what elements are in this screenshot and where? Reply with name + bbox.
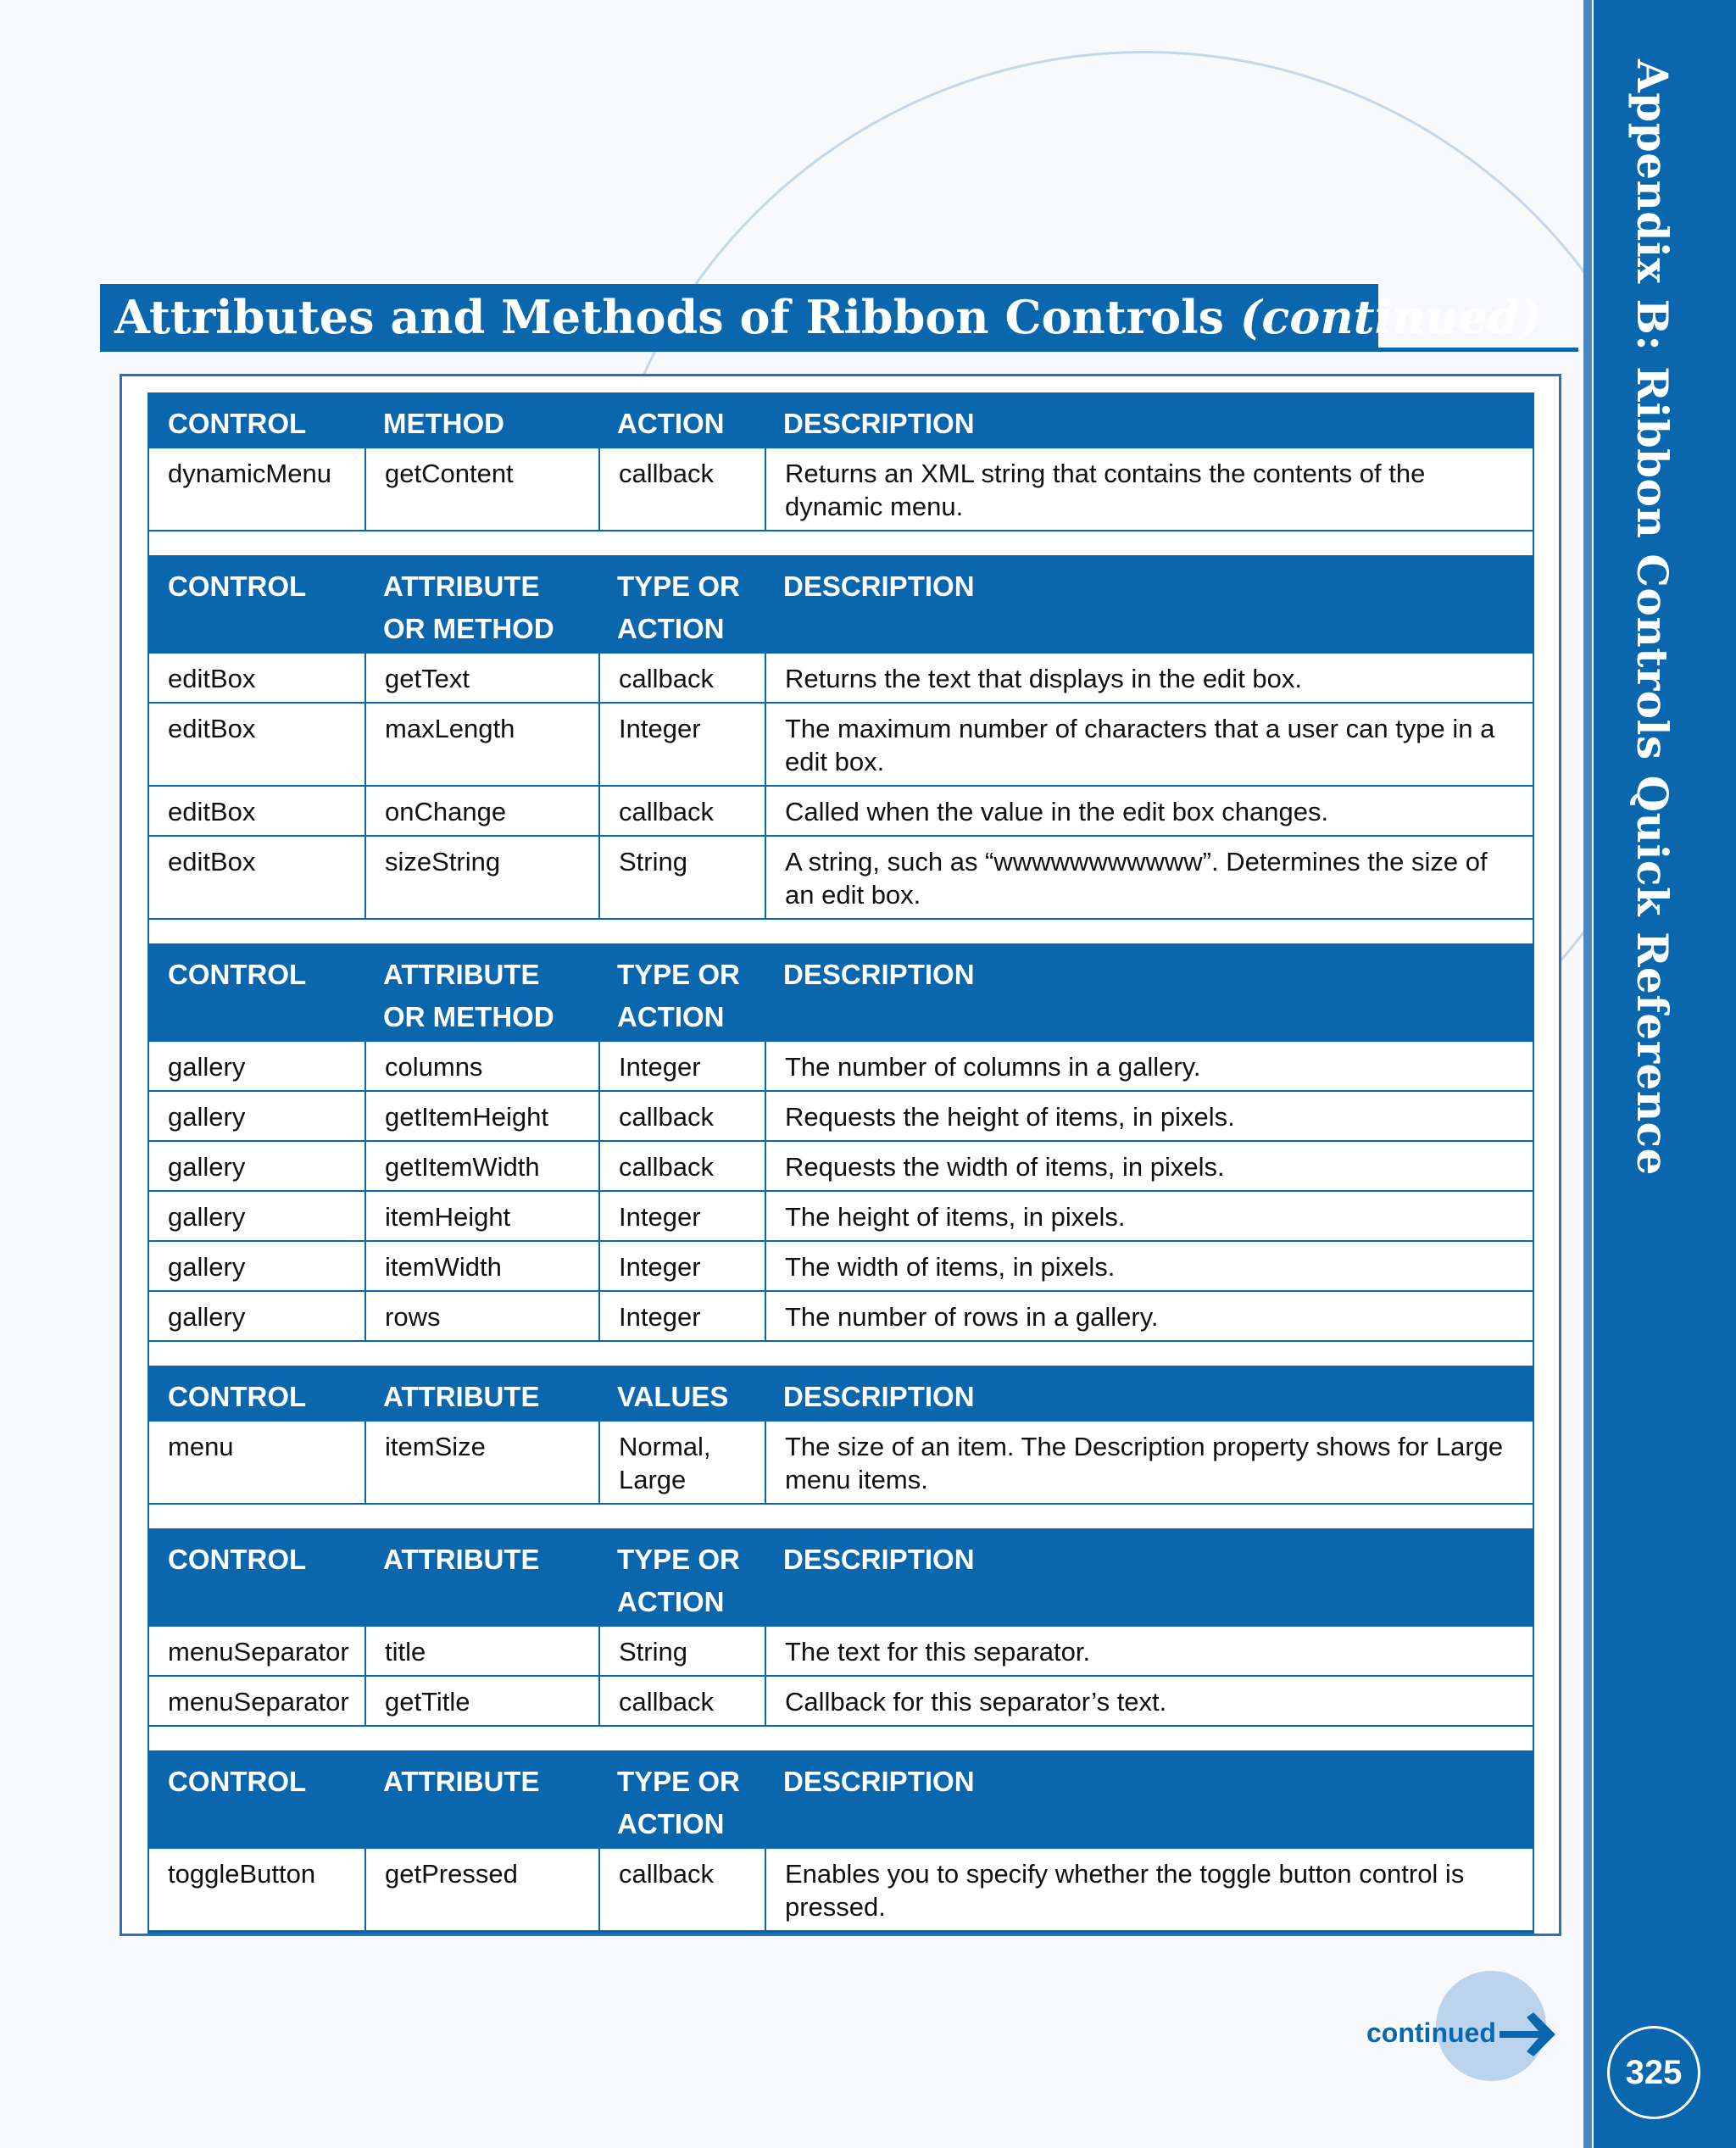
section-spacer [149,1342,1533,1367]
table-cell: getItemWidth [364,1142,598,1190]
table-cell: itemHeight [364,1192,598,1240]
page-title [114,285,1541,349]
header-cell: DESCRIPTION [783,1766,975,1797]
table-cell: gallery [168,1152,246,1182]
header-cell: TYPE OR ACTION [617,1766,740,1839]
table-cell: Callback for this separator’s text. [765,1677,1533,1725]
table-cell: Normal, Large [598,1422,765,1503]
table-header [149,945,1533,1042]
table-cell: The maximum number of characters that a user can type in a edit box. [765,704,1533,785]
table-cell: callback [598,787,765,835]
table-cell: editBox [168,664,256,693]
table-row [149,654,1533,704]
header-cell: DESCRIPTION [783,570,975,602]
table-cell: getText [364,654,598,702]
table-row [149,1677,1533,1727]
table-cell: A string, such as “wwwwwwwwwww”. Determines the size of an edit box. [765,837,1533,918]
table-row [149,1042,1533,1092]
table-cell: gallery [168,1102,246,1132]
table-row [149,1192,1533,1242]
sidebar-stripe [1583,0,1592,2148]
table-cell: callback [598,1092,765,1140]
table-cell: editBox [168,847,256,876]
header-cell: CONTROL [168,570,307,602]
page-number: 325 [1607,2026,1700,2119]
table-cell: String [598,837,765,918]
table-cell: The text for this separator. [765,1627,1533,1675]
table-cell: Called when the value in the edit box changes. [765,787,1533,835]
header-cell: CONTROL [168,408,307,439]
table-cell: menu [168,1432,234,1461]
reference-table [147,392,1534,1934]
table-cell: Integer [598,1042,765,1090]
table-cell: maxLength [364,704,598,785]
table-cell: editBox [168,797,256,826]
header-cell: CONTROL [168,959,307,990]
header-cell: TYPE OR ACTION [617,959,740,1032]
table-row [149,704,1533,787]
table-cell: Requests the width of items, in pixels. [765,1142,1533,1190]
table-row [149,1142,1533,1192]
table-cell: editBox [168,714,256,743]
header-cell: ACTION [617,408,725,439]
header-cell: TYPE OR ACTION [617,570,740,644]
table-row [149,1422,1533,1505]
header-cell: ATTRIBUTE [383,1544,540,1575]
table-header [149,394,1533,448]
header-cell: DESCRIPTION [783,408,975,439]
header-cell: ATTRIBUTE OR METHOD [383,959,554,1032]
table-row [149,837,1533,920]
table-cell: Integer [598,1192,765,1240]
table-cell: String [598,1627,765,1675]
title-text: Attributes and Methods of Ribbon Controls [114,290,1225,344]
section-spacer [149,1505,1533,1530]
table-cell: Integer [598,704,765,785]
header-cell: ATTRIBUTE [383,1766,540,1797]
header-cell: DESCRIPTION [783,1544,975,1575]
table-row [149,1627,1533,1677]
table-cell: itemSize [364,1422,598,1503]
section-spacer [149,1727,1533,1752]
table-row [149,787,1533,837]
table-cell: The width of items, in pixels. [765,1242,1533,1290]
header-cell: TYPE OR ACTION [617,1544,740,1617]
table-cell: Integer [598,1292,765,1340]
table-row [149,1292,1533,1342]
table-header [149,1530,1533,1627]
table-cell: Requests the height of items, in pixels. [765,1092,1533,1140]
title-continued: (continued) [1239,290,1542,344]
table-row [149,1849,1533,1932]
table-cell: getItemHeight [364,1092,598,1140]
table-cell: gallery [168,1302,246,1332]
continued-label: continued [1366,2017,1496,2048]
table-cell: getContent [364,448,598,530]
header-cell: ATTRIBUTE OR METHOD [383,570,554,644]
table-cell: columns [364,1042,598,1090]
table-cell: callback [598,1142,765,1190]
chapter-title: Appendix B: Ribbon Controls Quick Reference [1628,59,1678,1176]
section-spacer [149,920,1533,945]
table-cell: The number of columns in a gallery. [765,1042,1533,1090]
table-cell: itemWidth [364,1242,598,1290]
table-cell: title [364,1627,598,1675]
table-cell: rows [364,1292,598,1340]
table-cell: Returns an XML string that contains the contents of the dynamic menu. [765,448,1533,530]
table-cell: Enables you to specify whether the toggle button control is pressed. [765,1849,1533,1930]
header-cell: VALUES [617,1381,729,1412]
table-cell: sizeString [364,837,598,918]
header-cell: ATTRIBUTE [383,1381,540,1412]
table-header [149,557,1533,654]
header-cell: CONTROL [168,1766,307,1797]
section-spacer [149,531,1533,557]
table-row [149,1092,1533,1142]
table-row [149,448,1533,531]
header-cell: CONTROL [168,1381,307,1412]
table-cell: onChange [364,787,598,835]
table-cell: menuSeparator [168,1687,349,1717]
table-cell: The number of rows in a gallery. [765,1292,1533,1340]
header-cell: CONTROL [168,1544,307,1575]
table-cell: getPressed [364,1849,598,1930]
arrow-right-icon [1496,2009,1564,2060]
header-cell: METHOD [383,408,504,439]
table-header [149,1367,1533,1422]
table-cell: callback [598,1677,765,1725]
table-header [149,1752,1533,1849]
table-cell: The height of items, in pixels. [765,1192,1533,1240]
header-cell: DESCRIPTION [783,1381,975,1412]
table-cell: callback [598,1849,765,1930]
table-cell: getTitle [364,1677,598,1725]
table-cell: callback [598,654,765,702]
table-cell: menuSeparator [168,1637,349,1667]
table-cell: callback [598,448,765,530]
table-cell: gallery [168,1252,246,1282]
header-cell: DESCRIPTION [783,959,975,990]
table-cell: dynamicMenu [168,459,331,488]
table-cell: gallery [168,1052,246,1082]
table-cell: Returns the text that displays in the edit box. [765,654,1533,702]
table-cell: toggleButton [168,1859,316,1889]
table-cell: gallery [168,1202,246,1232]
table-cell: Integer [598,1242,765,1290]
table-cell: The size of an item. The Description property shows for Large menu items. [765,1422,1533,1503]
table-row [149,1242,1533,1292]
